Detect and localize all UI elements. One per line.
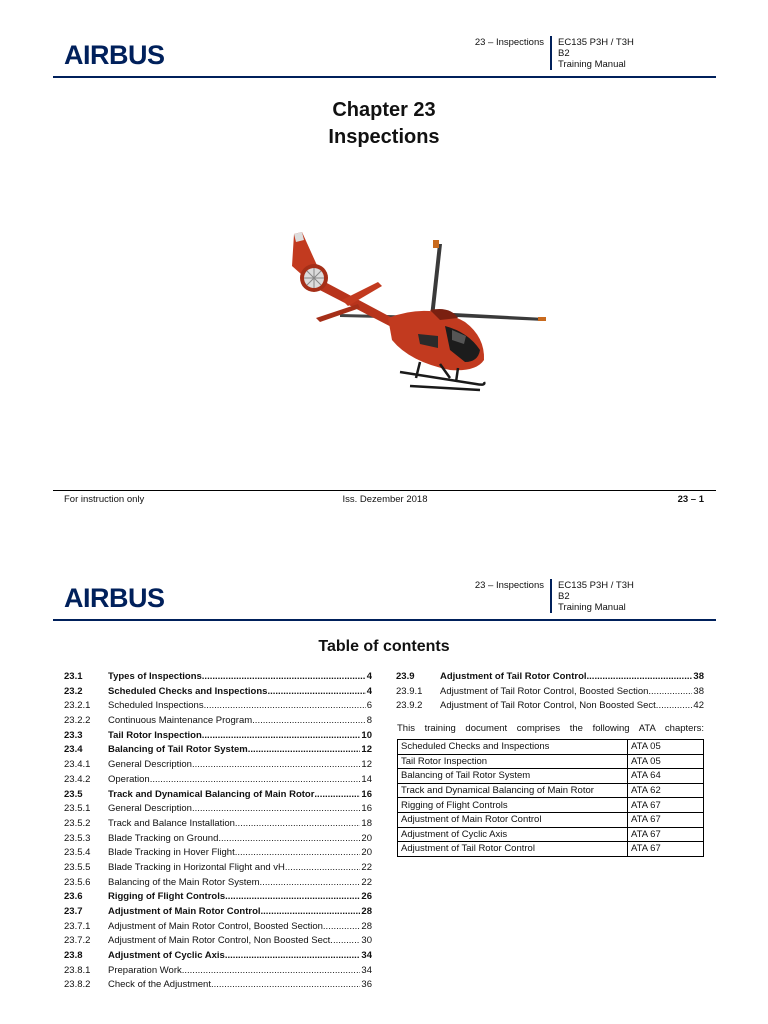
toc-entry-page: 34: [361, 964, 372, 976]
toc-entry-title-wrap: [108, 773, 360, 788]
ata-table-row: [398, 812, 704, 827]
toc-entry-page: 38: [693, 685, 704, 697]
toc-entry-title-wrap: [440, 685, 692, 700]
footer-left: For instruction only: [64, 494, 145, 505]
toc-entry-page: 28: [361, 920, 372, 932]
toc-entry[interactable]: [64, 699, 372, 714]
toc-entry-page: 10: [361, 729, 372, 741]
toc-entry-title: Continuous Maintenance Program: [108, 715, 253, 727]
toc-entry-leader: [204, 699, 366, 714]
header-rule: [53, 76, 716, 78]
toc-entry-title-wrap: [108, 964, 360, 979]
header-divider: [550, 579, 552, 613]
chapter-name: Inspections: [328, 126, 440, 148]
toc-entry-page: 34: [361, 950, 372, 962]
toc-entry[interactable]: [396, 699, 704, 714]
toc-entry-leader: [333, 934, 360, 949]
toc-entry-leader: [261, 905, 361, 920]
toc-entry-title: Adjustment of Main Rotor Control: [108, 906, 261, 917]
toc-entry-title-wrap: [108, 934, 360, 949]
toc-entry-number: 23.5.4: [64, 847, 91, 859]
toc-entry-title: Scheduled Checks and Inspections: [108, 685, 268, 697]
toc-left-column: [64, 670, 372, 993]
footer-issue: Iss. Dezember 2018: [342, 494, 428, 505]
toc-entry-page: 28: [361, 906, 372, 917]
chapter-number: Chapter 23: [332, 99, 436, 121]
toc-entry-leader: [252, 714, 366, 729]
toc-entry-page: 20: [361, 832, 372, 844]
toc-entry-number: 23.5: [64, 788, 83, 800]
toc-entry-leader: [248, 743, 361, 758]
toc-entry[interactable]: [64, 890, 372, 905]
toc-entry-number: 23.5.2: [64, 817, 91, 829]
toc-entry-page: 20: [361, 847, 372, 859]
toc-entry-title: Operation: [108, 773, 150, 785]
toc-entry-leader: [211, 978, 360, 993]
airbus-logo: AIRBUS: [64, 583, 165, 613]
ata-chapter-code: ATA 05: [628, 754, 704, 769]
ata-chapter-code: ATA 64: [628, 769, 704, 784]
header-section: 23 – Inspections: [474, 580, 544, 591]
helicopter-illustration: [280, 222, 550, 402]
toc-entry-title: Types of Inspections: [108, 671, 202, 682]
toc-entry-title: Scheduled Inspections: [108, 700, 204, 712]
header-divider: [550, 36, 552, 70]
toc-entry-title: Blade Tracking in Horizontal Flight and vH: [108, 861, 285, 873]
toc-entry-page: 4: [366, 671, 372, 682]
toc-entry-title-wrap: [108, 670, 366, 685]
toc-entry[interactable]: [64, 934, 372, 949]
ata-chapter-code: ATA 67: [628, 798, 704, 813]
toc-entry-page: 16: [361, 803, 372, 815]
toc-entry[interactable]: [64, 743, 372, 758]
toc-entry[interactable]: [64, 729, 372, 744]
ata-chapter-code: ATA 67: [628, 827, 704, 842]
toc-entry-leader: [235, 817, 361, 832]
toc-entry-leader: [323, 920, 361, 935]
header-model: EC135 P3H / T3H: [558, 37, 634, 48]
toc-entry-leader: [202, 729, 361, 744]
toc-entry-leader: [267, 685, 365, 700]
toc-entry-page: 18: [361, 817, 372, 829]
toc-entry-page: 36: [361, 979, 372, 991]
toc-entry-leader: [587, 670, 693, 685]
toc-entry-title-wrap: [108, 802, 360, 817]
toc-entry-page: 6: [366, 700, 372, 712]
toc-entry[interactable]: [64, 802, 372, 817]
toc-entry[interactable]: [64, 920, 372, 935]
toc-entry[interactable]: [64, 846, 372, 861]
header-info: [558, 580, 634, 613]
toc-entry-page: 14: [361, 773, 372, 785]
toc-entry-number: 23.8: [64, 950, 83, 962]
footer-page-number: 23 – 1: [677, 494, 704, 505]
header-level: B2: [558, 48, 570, 59]
toc-entry-page: 8: [366, 715, 372, 727]
toc-entry[interactable]: [64, 758, 372, 773]
ata-chapter-title: Adjustment of Main Rotor Control: [398, 812, 628, 827]
toc-entry-leader: [658, 699, 692, 714]
toc-entry[interactable]: [64, 905, 372, 920]
toc-entry-number: 23.2.1: [64, 700, 91, 712]
toc-entry-number: 23.4.2: [64, 773, 91, 785]
toc-entry-number: 23.5.6: [64, 876, 91, 888]
header-model: EC135 P3H / T3H: [558, 580, 634, 591]
toc-entry-number: 23.7: [64, 906, 83, 917]
toc-entry-title: Preparation Work: [108, 964, 182, 976]
toc-entry[interactable]: [64, 670, 372, 685]
toc-entry-title-wrap: [440, 670, 692, 685]
ata-chapter-title: Tail Rotor Inspection: [398, 754, 628, 769]
toc-entry-title: Adjustment of Tail Rotor Control, Non Boosted Sect.: [440, 700, 659, 712]
toc-entry-page: 26: [361, 891, 372, 903]
toc-title: Table of contents: [318, 638, 450, 655]
ata-table-row: [398, 783, 704, 798]
toc-entry-page: 38: [693, 671, 704, 682]
ata-chapter-code: ATA 62: [628, 783, 704, 798]
toc-entry-number: 23.8.2: [64, 979, 91, 991]
toc-entry-title-wrap: [108, 685, 366, 700]
toc-entry-number: 23.2.2: [64, 715, 91, 727]
ata-intro-text: This training document comprises the following ATA chapters:: [397, 723, 704, 734]
toc-entry-number: 23.1: [64, 671, 83, 682]
toc-entry-number: 23.8.1: [64, 964, 91, 976]
toc-entry-leader: [192, 758, 360, 773]
toc-entry-title: General Description: [108, 803, 192, 815]
toc-entry-number: 23.5.5: [64, 861, 91, 873]
toc-entry-leader: [202, 670, 366, 685]
toc-entry[interactable]: [396, 685, 704, 700]
ata-table-row: [398, 842, 704, 857]
toc-entry-number: 23.4: [64, 744, 83, 756]
toc-entry-title: Adjustment of Main Rotor Control, Non Boosted Sect.: [108, 935, 333, 947]
ata-table: [397, 739, 704, 857]
toc-entry-title-wrap: [108, 861, 360, 876]
chapter-title: [0, 97, 768, 151]
toc-entry[interactable]: [396, 670, 704, 685]
toc-entry-leader: [182, 964, 361, 979]
ata-chapter-title: Adjustment of Tail Rotor Control: [398, 842, 628, 857]
ata-chapter-title: Adjustment of Cyclic Axis: [398, 827, 628, 842]
toc-entry-title: Tail Rotor Inspection: [108, 729, 202, 741]
toc-entry-leader: [285, 861, 361, 876]
toc-entry-number: 23.7.2: [64, 935, 91, 947]
toc-entry-title-wrap: [108, 758, 360, 773]
toc-entry-page: 16: [361, 788, 372, 800]
toc-entry-title-wrap: [108, 890, 360, 905]
toc-entry-title: Adjustment of Main Rotor Control, Boosted Section: [108, 920, 323, 932]
toc-entry-number: 23.9.2: [396, 700, 423, 712]
toc-entry[interactable]: [64, 876, 372, 891]
toc-entry-leader: [150, 773, 361, 788]
ata-chapter-title: Scheduled Checks and Inspections: [398, 740, 628, 755]
toc-entry-number: 23.5.3: [64, 832, 91, 844]
toc-entry-title: Balancing of Tail Rotor System: [108, 744, 248, 756]
toc-entry-title-wrap: [108, 846, 360, 861]
header-doc-type: Training Manual: [558, 59, 626, 70]
footer-rule: [53, 490, 716, 491]
toc-entry-number: 23.2: [64, 685, 83, 697]
toc-entry-title: Adjustment of Cyclic Axis: [108, 950, 225, 962]
toc-entry-title: Track and Dynamical Balancing of Main Rotor: [108, 788, 315, 800]
header-section: 23 – Inspections: [474, 37, 544, 48]
toc-entry-title-wrap: [108, 905, 360, 920]
toc-entry-page: 30: [361, 935, 372, 947]
toc-entry-title-wrap: [108, 876, 360, 891]
ata-chapter-title: Track and Dynamical Balancing of Main Rotor: [398, 783, 628, 798]
toc-entry[interactable]: [64, 685, 372, 700]
toc-entry-title-wrap: [108, 817, 360, 832]
toc-entry-title-wrap: [108, 714, 366, 729]
toc-entry-title: Adjustment of Tail Rotor Control: [440, 671, 587, 682]
ata-table-row: [398, 798, 704, 813]
toc-entry-title: Check of the Adjustment: [108, 979, 211, 991]
toc-entry[interactable]: [64, 949, 372, 964]
page-2: [0, 543, 768, 1024]
header-info: [558, 37, 634, 70]
toc-entry[interactable]: [64, 964, 372, 979]
toc-entry-leader: [260, 876, 361, 891]
toc-entry-title: General Description: [108, 759, 192, 771]
toc-entry-leader: [225, 949, 361, 964]
toc-entry-number: 23.7.1: [64, 920, 91, 932]
toc-entry-title: Adjustment of Tail Rotor Control, Boosted Section: [440, 685, 649, 697]
toc-entry-title-wrap: [108, 699, 366, 714]
toc-entry[interactable]: [64, 978, 372, 993]
toc-entry-page: 12: [361, 744, 372, 756]
toc-entry-page: 4: [366, 685, 372, 697]
ata-chapter-code: ATA 67: [628, 842, 704, 857]
toc-entry-leader: [192, 802, 360, 817]
toc-entry-page: 42: [693, 700, 704, 712]
toc-entry[interactable]: [64, 861, 372, 876]
ata-chapter-code: ATA 67: [628, 812, 704, 827]
toc-entry-number: 23.5.1: [64, 803, 91, 815]
toc-entry-number: 23.9.1: [396, 685, 423, 697]
header-rule: [53, 619, 716, 621]
toc-entry[interactable]: [64, 817, 372, 832]
toc-entry-title-wrap: [108, 832, 360, 847]
toc-entry-number: 23.3: [64, 729, 83, 741]
toc-entry[interactable]: [64, 832, 372, 847]
toc-entry-title: Rigging of Flight Controls: [108, 891, 226, 903]
toc-entry-title-wrap: [108, 978, 360, 993]
toc-entry[interactable]: [64, 714, 372, 729]
ata-table-row: [398, 827, 704, 842]
ata-table-row: [398, 754, 704, 769]
toc-entry-title-wrap: [108, 920, 360, 935]
toc-entry-page: 12: [361, 759, 372, 771]
ata-chapter-title: Rigging of Flight Controls: [398, 798, 628, 813]
toc-right-column: [396, 670, 704, 714]
ata-chapter-title: Balancing of Tail Rotor System: [398, 769, 628, 784]
toc-entry-leader: [225, 890, 360, 905]
toc-entry[interactable]: [64, 773, 372, 788]
toc-entry[interactable]: [64, 788, 372, 803]
toc-entry-leader: [648, 685, 692, 700]
toc-entry-title: Track and Balance Installation: [108, 817, 235, 829]
toc-entry-title: Balancing of the Main Rotor System: [108, 876, 260, 888]
ata-chapter-code: ATA 05: [628, 740, 704, 755]
header-level: B2: [558, 591, 570, 602]
toc-entry-title: Blade Tracking on Ground: [108, 832, 219, 844]
toc-entry-leader: [314, 788, 360, 803]
toc-entry-number: 23.4.1: [64, 759, 91, 771]
header-doc-type: Training Manual: [558, 602, 626, 613]
toc-entry-leader: [218, 832, 360, 847]
toc-entry-title-wrap: [108, 729, 360, 744]
toc-entry-title-wrap: [440, 699, 692, 714]
toc-entry-title-wrap: [108, 949, 360, 964]
ata-table-row: [398, 769, 704, 784]
toc-entry-page: 22: [361, 861, 372, 873]
toc-entry-number: 23.9: [396, 671, 415, 682]
ata-table-row: [398, 740, 704, 755]
toc-entry-title-wrap: [108, 788, 360, 803]
toc-entry-title: Blade Tracking in Hover Flight: [108, 847, 235, 859]
airbus-logo: AIRBUS: [64, 40, 165, 70]
toc-entry-title-wrap: [108, 743, 360, 758]
toc-entry-page: 22: [361, 876, 372, 888]
toc-entry-number: 23.6: [64, 891, 83, 903]
toc-entry-leader: [235, 846, 361, 861]
